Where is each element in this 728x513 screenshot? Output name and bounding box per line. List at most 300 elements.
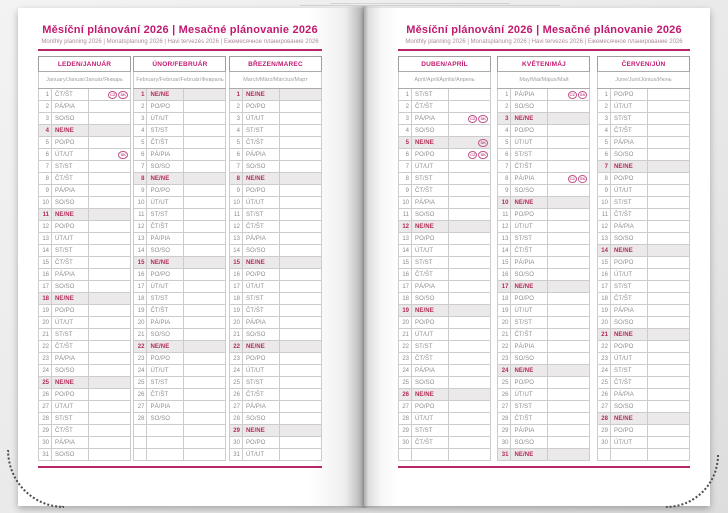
- notes-cell: [647, 413, 689, 425]
- holiday-badge-sk: SK: [480, 139, 486, 145]
- day-abbrev: ÚT/UT: [242, 281, 279, 293]
- day-row: [229, 185, 321, 197]
- day-abbrev: ČT/ŠT: [610, 293, 647, 305]
- day-row: [229, 365, 321, 377]
- day-number: 2: [399, 101, 412, 113]
- day-row: [229, 197, 321, 209]
- notes-cell: [548, 401, 590, 413]
- notes-cell: [89, 185, 131, 197]
- day-row: [597, 173, 689, 185]
- notes-cell: [89, 281, 131, 293]
- day-abbrev: ČT/ŠT: [147, 389, 184, 401]
- day-abbrev: PO/PO: [610, 341, 647, 353]
- day-number: 5: [498, 137, 511, 149]
- notes-cell: [279, 245, 321, 257]
- day-number: 23: [498, 353, 511, 365]
- day-number: 26: [39, 389, 52, 401]
- day-row: [597, 317, 689, 329]
- day-abbrev: SO/SO: [610, 233, 647, 245]
- day-abbrev: PÁ/PIA: [52, 185, 89, 197]
- day-number: 16: [597, 269, 610, 281]
- day-row: [399, 125, 491, 137]
- notes-cell: [89, 389, 131, 401]
- day-number: 6: [39, 149, 52, 161]
- day-row: [597, 413, 689, 425]
- day-row: [39, 281, 131, 293]
- day-row: [39, 221, 131, 233]
- day-number: 29: [597, 425, 610, 437]
- holiday-badge-cz: CZ: [569, 91, 575, 97]
- day-number: 28: [229, 413, 242, 425]
- notes-cell: [449, 281, 491, 293]
- day-number: 1: [39, 89, 52, 101]
- day-row: [39, 401, 131, 413]
- day-number: 3: [39, 113, 52, 125]
- day-row: [39, 365, 131, 377]
- day-row: [39, 245, 131, 257]
- day-number: 6: [134, 149, 147, 161]
- day-number: 11: [39, 209, 52, 221]
- empty-row: [399, 449, 491, 461]
- day-abbrev: SO/SO: [242, 161, 279, 173]
- day-abbrev: ČT/ŠT: [610, 209, 647, 221]
- day-row: [39, 425, 131, 437]
- day-row: [498, 125, 590, 137]
- day-number: 23: [399, 353, 412, 365]
- day-number: 17: [498, 281, 511, 293]
- day-number: 26: [134, 389, 147, 401]
- notes-cell: [449, 329, 491, 341]
- day-row: [498, 389, 590, 401]
- day-abbrev: ÚT/UT: [610, 101, 647, 113]
- day-row: [399, 113, 491, 125]
- notes-cell: [184, 305, 226, 317]
- notes-cell: [647, 317, 689, 329]
- day-row: [229, 209, 321, 221]
- day-row: [229, 137, 321, 149]
- day-abbrev: PÁ/PIA: [412, 113, 449, 125]
- notes-cell: [184, 437, 226, 449]
- day-abbrev: PO/PO: [511, 293, 548, 305]
- day-row: [399, 365, 491, 377]
- day-row: [134, 245, 226, 257]
- day-abbrev: [412, 449, 449, 461]
- day-row: [134, 161, 226, 173]
- day-abbrev: PO/PO: [52, 137, 89, 149]
- day-number: 10: [134, 197, 147, 209]
- notes-cell: [89, 329, 131, 341]
- day-number: 15: [39, 257, 52, 269]
- day-row: [134, 377, 226, 389]
- day-abbrev: PO/PO: [147, 185, 184, 197]
- day-row: [597, 353, 689, 365]
- notes-cell: [548, 365, 590, 377]
- day-number: 31: [229, 449, 242, 461]
- day-abbrev: ČT/ŠT: [412, 185, 449, 197]
- day-number: 19: [399, 305, 412, 317]
- day-number: 9: [39, 185, 52, 197]
- day-abbrev: SO/SO: [412, 209, 449, 221]
- day-abbrev: ST/ST: [52, 329, 89, 341]
- day-number: 29: [498, 425, 511, 437]
- day-number: 24: [229, 365, 242, 377]
- day-number: 8: [134, 173, 147, 185]
- day-row: [134, 137, 226, 149]
- month-languages: June/Juni/Június/Июнь: [597, 72, 689, 89]
- day-row: [39, 209, 131, 221]
- day-number: 27: [229, 401, 242, 413]
- day-row: [229, 413, 321, 425]
- day-number: 23: [229, 353, 242, 365]
- day-abbrev: [147, 449, 184, 461]
- day-row: [39, 329, 131, 341]
- day-number: 2: [39, 101, 52, 113]
- day-abbrev: NE/NE: [610, 329, 647, 341]
- day-abbrev: ÚT/UT: [147, 113, 184, 125]
- day-abbrev: SO/SO: [511, 269, 548, 281]
- day-abbrev: PO/PO: [412, 233, 449, 245]
- day-row: [399, 185, 491, 197]
- notes-cell: [548, 113, 590, 125]
- day-number: 28: [399, 413, 412, 425]
- day-number: 2: [498, 101, 511, 113]
- notes-cell: [279, 269, 321, 281]
- day-row: [498, 161, 590, 173]
- day-abbrev: ST/ST: [147, 293, 184, 305]
- day-row: [39, 149, 131, 161]
- day-abbrev: ÚT/UT: [52, 233, 89, 245]
- day-abbrev: PO/PO: [610, 425, 647, 437]
- day-row: [229, 389, 321, 401]
- day-abbrev: PÁ/PIA: [52, 101, 89, 113]
- day-abbrev: ST/ST: [242, 377, 279, 389]
- day-row: [229, 113, 321, 125]
- day-abbrev: PO/PO: [511, 377, 548, 389]
- day-abbrev: ÚT/UT: [511, 389, 548, 401]
- day-number: 30: [229, 437, 242, 449]
- day-abbrev: NE/NE: [511, 449, 548, 461]
- day-row: [498, 353, 590, 365]
- day-abbrev: PÁ/PIA: [610, 137, 647, 149]
- day-number: 21: [39, 329, 52, 341]
- day-number: 3: [134, 113, 147, 125]
- page-stack-edge: [300, 5, 560, 6]
- day-number: 27: [399, 401, 412, 413]
- day-abbrev: ÚT/UT: [242, 449, 279, 461]
- day-row: [498, 377, 590, 389]
- day-row: [134, 125, 226, 137]
- day-abbrev: ST/ST: [412, 173, 449, 185]
- notes-cell: [449, 233, 491, 245]
- day-row: [498, 89, 590, 101]
- day-number: 14: [399, 245, 412, 257]
- notes-cell: [184, 209, 226, 221]
- notes-cell: [184, 269, 226, 281]
- notes-cell: [279, 161, 321, 173]
- day-row: [134, 197, 226, 209]
- month-table-b-ezen-marec: [229, 56, 322, 461]
- day-abbrev: [147, 425, 184, 437]
- notes-cell: [548, 413, 590, 425]
- day-abbrev: ST/ST: [147, 209, 184, 221]
- day-number: 11: [597, 209, 610, 221]
- notes-cell: [184, 89, 226, 101]
- month-name: ČERVEN/JÚN: [597, 57, 689, 72]
- notes-cell: [279, 197, 321, 209]
- month-languages: January/Januar/Január/Январь: [39, 72, 131, 89]
- day-number: 21: [498, 329, 511, 341]
- day-number: 26: [597, 389, 610, 401]
- day-abbrev: PÁ/PIA: [147, 149, 184, 161]
- day-number: 17: [229, 281, 242, 293]
- notes-cell: [449, 185, 491, 197]
- day-abbrev: PÁ/PIA: [147, 401, 184, 413]
- day-abbrev: ST/ST: [412, 425, 449, 437]
- notes-cell: [89, 425, 131, 437]
- day-number: 1: [399, 89, 412, 101]
- notes-cell: [449, 101, 491, 113]
- day-number: 22: [498, 341, 511, 353]
- day-number: 28: [498, 413, 511, 425]
- month-table-duben-apr-l: [398, 56, 491, 461]
- day-row: [597, 305, 689, 317]
- day-abbrev: NE/NE: [52, 293, 89, 305]
- notes-cell: [449, 425, 491, 437]
- day-row: [399, 341, 491, 353]
- notes-cell: [647, 197, 689, 209]
- day-row: [597, 281, 689, 293]
- day-row: [39, 173, 131, 185]
- day-number: 20: [39, 317, 52, 329]
- day-number: 24: [597, 365, 610, 377]
- notes-cell: [647, 209, 689, 221]
- holiday-badge-sk: SK: [120, 91, 126, 97]
- day-number: 30: [597, 437, 610, 449]
- day-abbrev: ÚT/UT: [511, 305, 548, 317]
- day-row: [597, 185, 689, 197]
- day-number: 6: [498, 149, 511, 161]
- day-number: 15: [597, 257, 610, 269]
- day-row: [39, 341, 131, 353]
- day-number: 27: [39, 401, 52, 413]
- day-row: [134, 401, 226, 413]
- day-number: 20: [229, 317, 242, 329]
- day-abbrev: NE/NE: [412, 221, 449, 233]
- day-abbrev: ČT/ŠT: [610, 125, 647, 137]
- notes-cell: [449, 173, 491, 185]
- day-number: 10: [498, 197, 511, 209]
- day-abbrev: PÁ/PIA: [52, 437, 89, 449]
- notes-cell: [89, 353, 131, 365]
- day-abbrev: ST/ST: [610, 197, 647, 209]
- day-row: [399, 317, 491, 329]
- day-abbrev: ÚT/UT: [511, 137, 548, 149]
- month-columns: [398, 56, 690, 461]
- notes-cell: [647, 101, 689, 113]
- day-row: [597, 113, 689, 125]
- notes-cell: [548, 185, 590, 197]
- day-row: [399, 389, 491, 401]
- day-abbrev: ČT/ŠT: [147, 221, 184, 233]
- day-row: [134, 413, 226, 425]
- day-number: 25: [399, 377, 412, 389]
- day-row: [498, 257, 590, 269]
- day-abbrev: ÚT/UT: [52, 149, 89, 161]
- day-abbrev: ČT/ŠT: [52, 425, 89, 437]
- day-row: [399, 89, 491, 101]
- day-abbrev: ST/ST: [412, 89, 449, 101]
- holiday-badge-sk: SK: [579, 91, 586, 97]
- day-number: 5: [597, 137, 610, 149]
- day-abbrev: ST/ST: [52, 413, 89, 425]
- notes-cell: [184, 185, 226, 197]
- day-row: [39, 269, 131, 281]
- day-row: [498, 365, 590, 377]
- day-row: [399, 149, 491, 161]
- day-row: [498, 341, 590, 353]
- day-row: [597, 137, 689, 149]
- notes-cell: [548, 341, 590, 353]
- day-row: [39, 113, 131, 125]
- notes-cell: [548, 89, 590, 101]
- day-row: [229, 437, 321, 449]
- day-number: 24: [399, 365, 412, 377]
- day-row: [597, 125, 689, 137]
- day-row: [399, 161, 491, 173]
- day-abbrev: ST/ST: [511, 149, 548, 161]
- day-row: [39, 89, 131, 101]
- day-number: 20: [399, 317, 412, 329]
- day-number: [134, 449, 147, 461]
- notes-cell: [89, 365, 131, 377]
- day-number: 28: [134, 413, 147, 425]
- day-abbrev: ČT/ŠT: [511, 161, 548, 173]
- day-number: 19: [597, 305, 610, 317]
- day-abbrev: NE/NE: [412, 305, 449, 317]
- notes-cell: [89, 257, 131, 269]
- day-number: 13: [134, 233, 147, 245]
- page-subtitle: Monthly planning 2026 | Monatsplanung 2026 | Havi tervezés 2026 | Ежемесячное планирование 2026: [41, 39, 319, 45]
- notes-cell: [449, 221, 491, 233]
- day-abbrev: PÁ/PIA: [511, 89, 548, 101]
- day-number: 5: [399, 137, 412, 149]
- day-number: 13: [229, 233, 242, 245]
- day-number: 19: [229, 305, 242, 317]
- day-abbrev: ČT/ŠT: [52, 89, 89, 101]
- day-row: [229, 353, 321, 365]
- day-abbrev: SO/SO: [52, 365, 89, 377]
- notes-cell: [449, 197, 491, 209]
- day-row: [399, 413, 491, 425]
- day-abbrev: ÚT/UT: [52, 401, 89, 413]
- day-number: 9: [498, 185, 511, 197]
- day-abbrev: PÁ/PIA: [242, 149, 279, 161]
- day-abbrev: NE/NE: [610, 413, 647, 425]
- day-number: 14: [498, 245, 511, 257]
- day-number: 23: [134, 353, 147, 365]
- day-number: 4: [39, 125, 52, 137]
- notes-cell: [279, 365, 321, 377]
- notes-cell: [647, 137, 689, 149]
- day-number: 7: [399, 161, 412, 173]
- notes-cell: [548, 305, 590, 317]
- day-abbrev: NE/NE: [242, 257, 279, 269]
- day-abbrev: PÁ/PIA: [610, 305, 647, 317]
- notes-cell: [279, 137, 321, 149]
- day-abbrev: PÁ/PIA: [610, 221, 647, 233]
- empty-row: [134, 425, 226, 437]
- day-abbrev: NE/NE: [610, 245, 647, 257]
- day-row: [229, 293, 321, 305]
- notes-cell: [647, 293, 689, 305]
- notes-cell: [89, 173, 131, 185]
- notes-cell: [548, 293, 590, 305]
- notes-cell: [647, 401, 689, 413]
- day-row: [399, 101, 491, 113]
- day-row: [399, 221, 491, 233]
- day-abbrev: PÁ/PIA: [511, 257, 548, 269]
- day-row: [229, 377, 321, 389]
- day-abbrev: SO/SO: [52, 197, 89, 209]
- day-abbrev: PÁ/PIA: [242, 401, 279, 413]
- day-row: [597, 149, 689, 161]
- day-row: [597, 197, 689, 209]
- day-number: 24: [39, 365, 52, 377]
- notes-cell: [449, 353, 491, 365]
- day-abbrev: NE/NE: [242, 341, 279, 353]
- left-page: [18, 8, 364, 506]
- day-row: [134, 89, 226, 101]
- day-row: [498, 269, 590, 281]
- notes-cell: [449, 209, 491, 221]
- notes-cell: [279, 389, 321, 401]
- day-row: [597, 209, 689, 221]
- notes-cell: [89, 317, 131, 329]
- notes-cell: [548, 209, 590, 221]
- day-abbrev: PO/PO: [147, 269, 184, 281]
- notes-cell: [647, 341, 689, 353]
- day-number: 4: [229, 125, 242, 137]
- month-table-leden-janu-r: [38, 56, 131, 461]
- notes-cell: [89, 233, 131, 245]
- day-number: 16: [229, 269, 242, 281]
- day-row: [39, 161, 131, 173]
- day-row: [39, 437, 131, 449]
- day-number: 18: [597, 293, 610, 305]
- notes-cell: [548, 233, 590, 245]
- day-row: [498, 221, 590, 233]
- notes-cell: [89, 401, 131, 413]
- day-row: [597, 221, 689, 233]
- day-row: [498, 413, 590, 425]
- day-row: [597, 365, 689, 377]
- day-number: 10: [39, 197, 52, 209]
- notes-cell: [548, 377, 590, 389]
- day-abbrev: ČT/ŠT: [610, 377, 647, 389]
- day-number: 14: [39, 245, 52, 257]
- notes-cell: [449, 365, 491, 377]
- day-abbrev: PO/PO: [242, 185, 279, 197]
- holiday-badge-sk: SK: [480, 115, 486, 121]
- day-row: [39, 353, 131, 365]
- notes-cell: [647, 365, 689, 377]
- month-table--erven-j-n: [597, 56, 690, 461]
- day-row: [229, 317, 321, 329]
- day-abbrev: PO/PO: [52, 389, 89, 401]
- day-abbrev: PO/PO: [511, 125, 548, 137]
- right-page: [364, 8, 710, 506]
- day-abbrev: ST/ST: [242, 293, 279, 305]
